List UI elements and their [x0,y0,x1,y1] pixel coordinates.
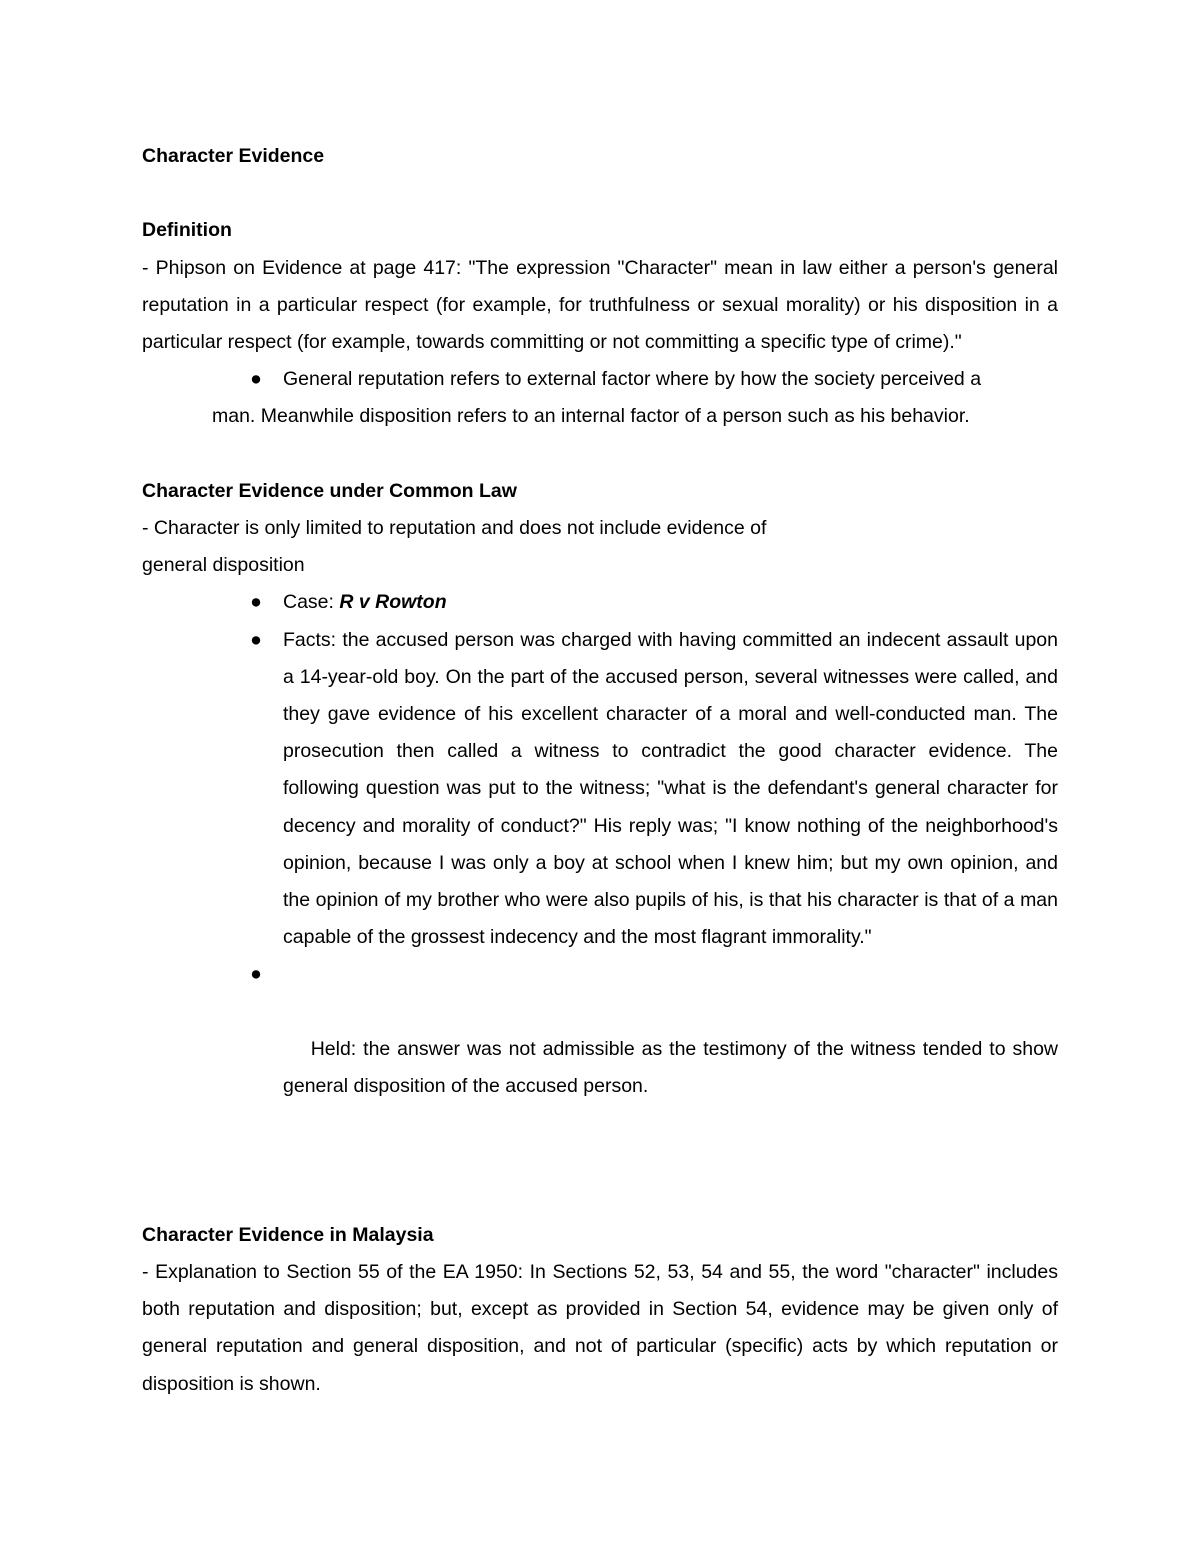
case-bullet [142,584,1058,621]
definition-bullet-continuation: man. Meanwhile disposition refers to an internal factor of a person such as his behavior. [212,405,970,428]
common-law-line-1: - Character is only limited to reputation and does not include evidence of [142,517,767,539]
facts-bullet [142,622,1058,957]
bullet-dot-icon: ● [250,591,262,614]
definition-bullet [142,361,1058,435]
held-bullet [142,956,1075,1142]
document-title: Character Evidence [142,145,325,167]
malaysia-paragraph: - Explanation to Section 55 of the EA 1950: In Sections 52, 53, 54 and 55, the word "character" includes both reputation and disposition; but, except as provided in Section 54, evidence may be given only of general reputation and general disposition, and not of particular (specific) acts by which reputation or disposition is shown. [142,1261,1058,1395]
bullet-dot-icon: ● [250,368,262,391]
bullet-dot-icon: ● [250,628,262,651]
facts-text: Facts: the accused person was charged with having committed an indecent assault upon a 14-year-old boy. On the part of the accused person, several witnesses were called, and they gave evidence of his excellent character of a moral and well-conducted man. The prosecution then called a witness to contradict the good character evidence. The following question was put to the witness; "what is the defendant's general character for decency and morality of conduct?" His reply was; "I know nothing of the neighborhood's opinion, because I was only a boy at school when I knew him; but my own opinion, and the opinion of my brother who were also pupils of his, is that his character is that of a man capable of the grossest indecency and the most flagrant immorality." [283,628,1058,949]
common-law-heading: Character Evidence under Common Law [142,479,517,502]
definition-bullet-text: General reputation refers to external factor where by how the society perceived a [283,368,982,391]
held-text: Held: the answer was not admissible as the testimony of the witness tended to show general disposition of the accused person. [283,1037,1075,1098]
definition-heading: Definition [142,219,232,242]
document-page [142,138,1075,1403]
case-label: Case: [283,591,340,614]
case-name: R v Rowton [339,591,447,614]
common-law-line-2: general disposition [142,554,305,577]
bullet-dot-icon: ● [250,963,262,986]
malaysia-heading: Character Evidence in Malaysia [142,1223,434,1246]
definition-paragraph: - Phipson on Evidence at page 417: "The expression "Character" mean in law either a person's general reputation in a particular respect (for example, for truthfulness or sexual morality) or his disposition in a particular respect (for example, towards committing or not committing a specific type of crime)." [142,256,1058,353]
